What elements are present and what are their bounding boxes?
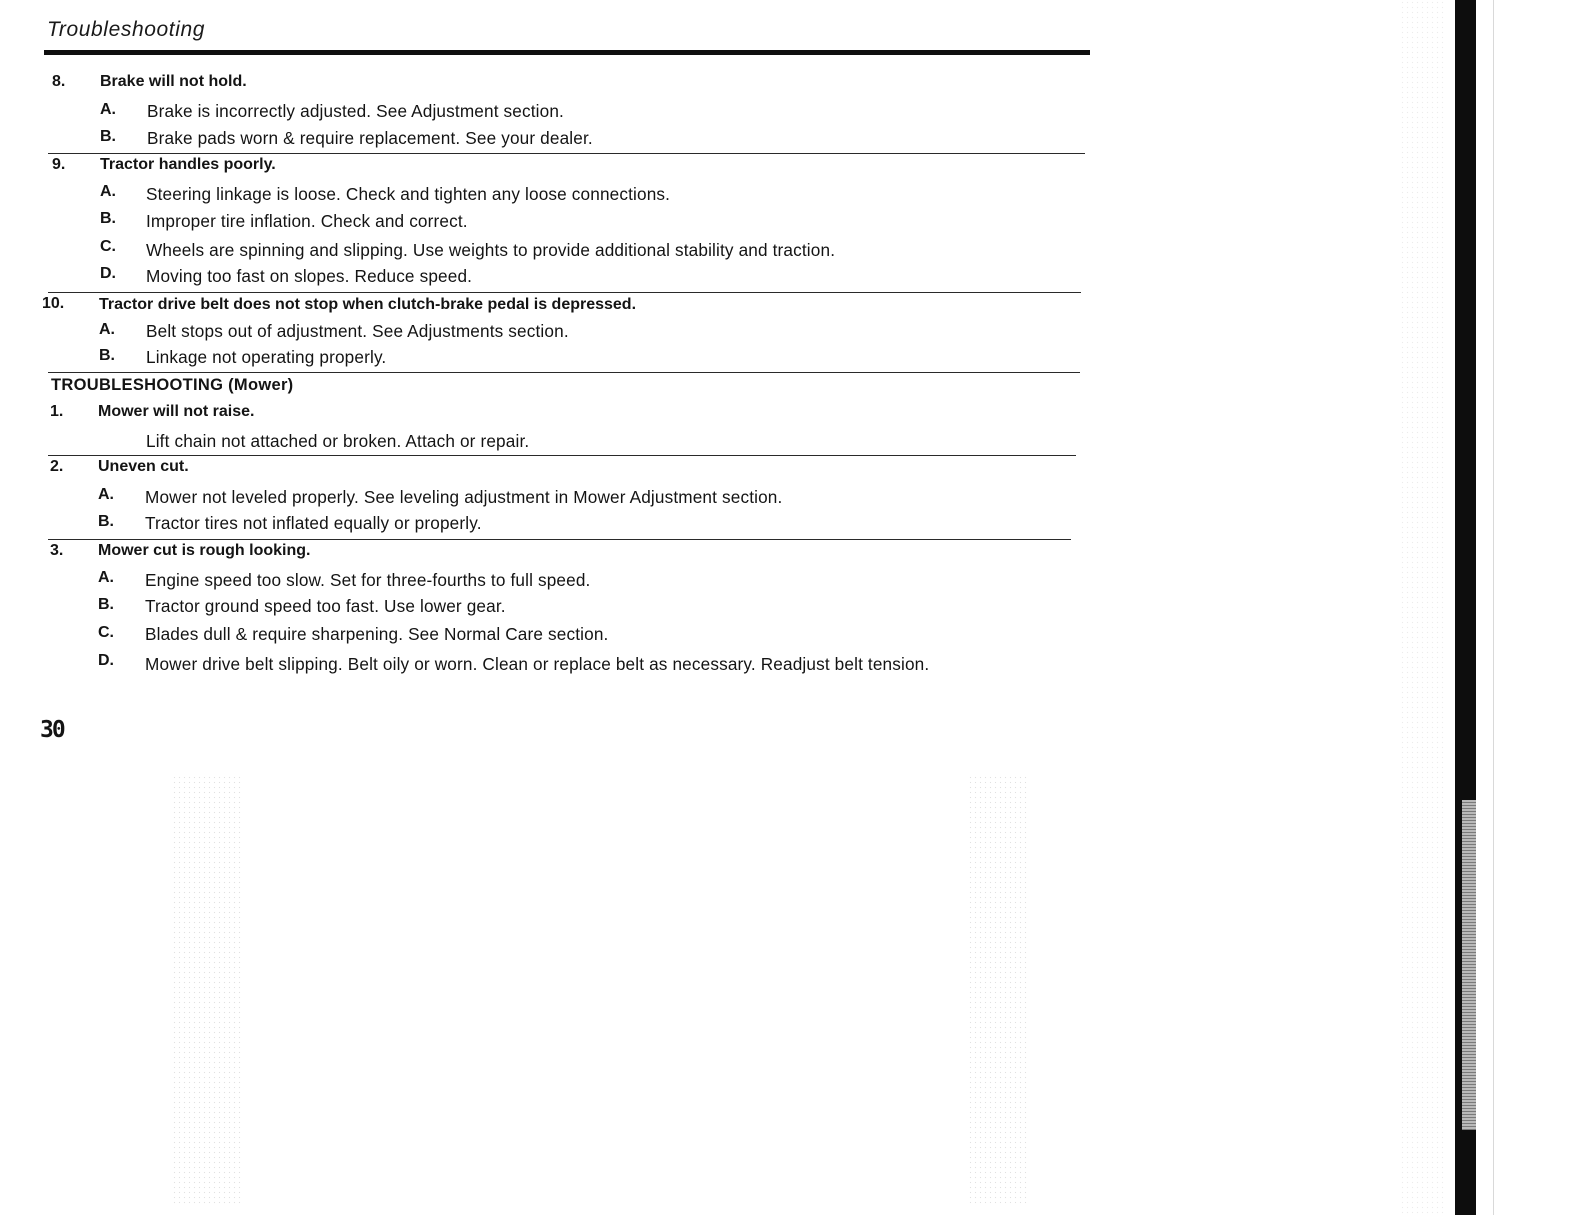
cause-text: Belt stops out of adjustment. See Adjustments section. — [146, 321, 569, 341]
cause-letter: B. — [100, 128, 116, 145]
item-number: 1. — [50, 403, 64, 420]
item-number: 9. — [52, 156, 66, 173]
cause-text: Moving too fast on slopes. Reduce speed. — [146, 266, 473, 286]
cause-text: Improper tire inflation. Check and correct. — [146, 211, 468, 231]
scan-speckle — [172, 775, 242, 1205]
cause-text: Mower drive belt slipping. Belt oily or worn. Clean or replace belt as necessary. Readjust belt tension. — [145, 654, 930, 674]
cause-letter: D. — [98, 652, 114, 669]
cause-text: Brake is incorrectly adjusted. See Adjustment section. — [147, 101, 564, 121]
cause-text: Tractor tires not inflated equally or properly. — [145, 513, 482, 533]
binding-edge-texture — [1462, 800, 1476, 1130]
section-rule — [48, 539, 1071, 540]
cause-text: Mower not leveled properly. See leveling adjustment in Mower Adjustment section. — [145, 487, 783, 507]
cause-letter: C. — [98, 624, 114, 641]
cause-text: Lift chain not attached or broken. Attach or repair. — [146, 431, 530, 451]
cause-text: Tractor ground speed too fast. Use lower gear. — [145, 596, 506, 616]
cause-text: Linkage not operating properly. — [146, 347, 387, 367]
mower-section-title: TROUBLESHOOTING (Mower) — [51, 376, 294, 394]
item-number: 3. — [50, 542, 64, 559]
item-heading: Tractor handles poorly. — [100, 156, 276, 173]
cause-letter: A. — [98, 569, 114, 586]
section-rule — [48, 153, 1085, 154]
item-heading: Uneven cut. — [98, 458, 189, 475]
cause-letter: C. — [100, 238, 116, 255]
item-heading: Tractor drive belt does not stop when clutch-brake pedal is depressed. — [99, 296, 637, 313]
cause-letter: A. — [99, 321, 115, 338]
cause-text: Brake pads worn & require replacement. See your dealer. — [147, 128, 593, 148]
cause-letter: B. — [98, 596, 114, 613]
scan-speckle — [968, 775, 1028, 1205]
section-rule — [48, 292, 1081, 293]
cause-letter: B. — [98, 513, 114, 530]
page-number: 30 — [40, 717, 64, 743]
cause-letter: A. — [100, 183, 116, 200]
cause-text: Blades dull & require sharpening. See Normal Care section. — [145, 624, 609, 644]
item-number: 2. — [50, 458, 64, 475]
page-edge-line — [1493, 0, 1494, 1215]
cause-letter: B. — [100, 210, 116, 227]
section-rule — [48, 455, 1076, 456]
cause-text: Wheels are spinning and slipping. Use weights to provide additional stability and traction. — [146, 240, 836, 260]
cause-text: Engine speed too slow. Set for three-fourths to full speed. — [145, 570, 591, 590]
header-rule — [44, 50, 1090, 55]
scan-speckle — [1400, 0, 1444, 1215]
item-heading: Mower cut is rough looking. — [98, 542, 311, 559]
cause-text: Steering linkage is loose. Check and tighten any loose connections. — [146, 184, 671, 204]
item-number: 8. — [52, 73, 66, 90]
item-heading: Mower will not raise. — [98, 403, 255, 420]
cause-letter: B. — [99, 347, 115, 364]
item-heading: Brake will not hold. — [100, 73, 247, 90]
cause-letter: A. — [98, 486, 114, 503]
section-rule — [48, 372, 1080, 373]
cause-letter: D. — [100, 265, 116, 282]
item-number: 10. — [42, 295, 65, 312]
page-header-title: Troubleshooting — [47, 18, 206, 41]
cause-letter: A. — [100, 101, 116, 118]
